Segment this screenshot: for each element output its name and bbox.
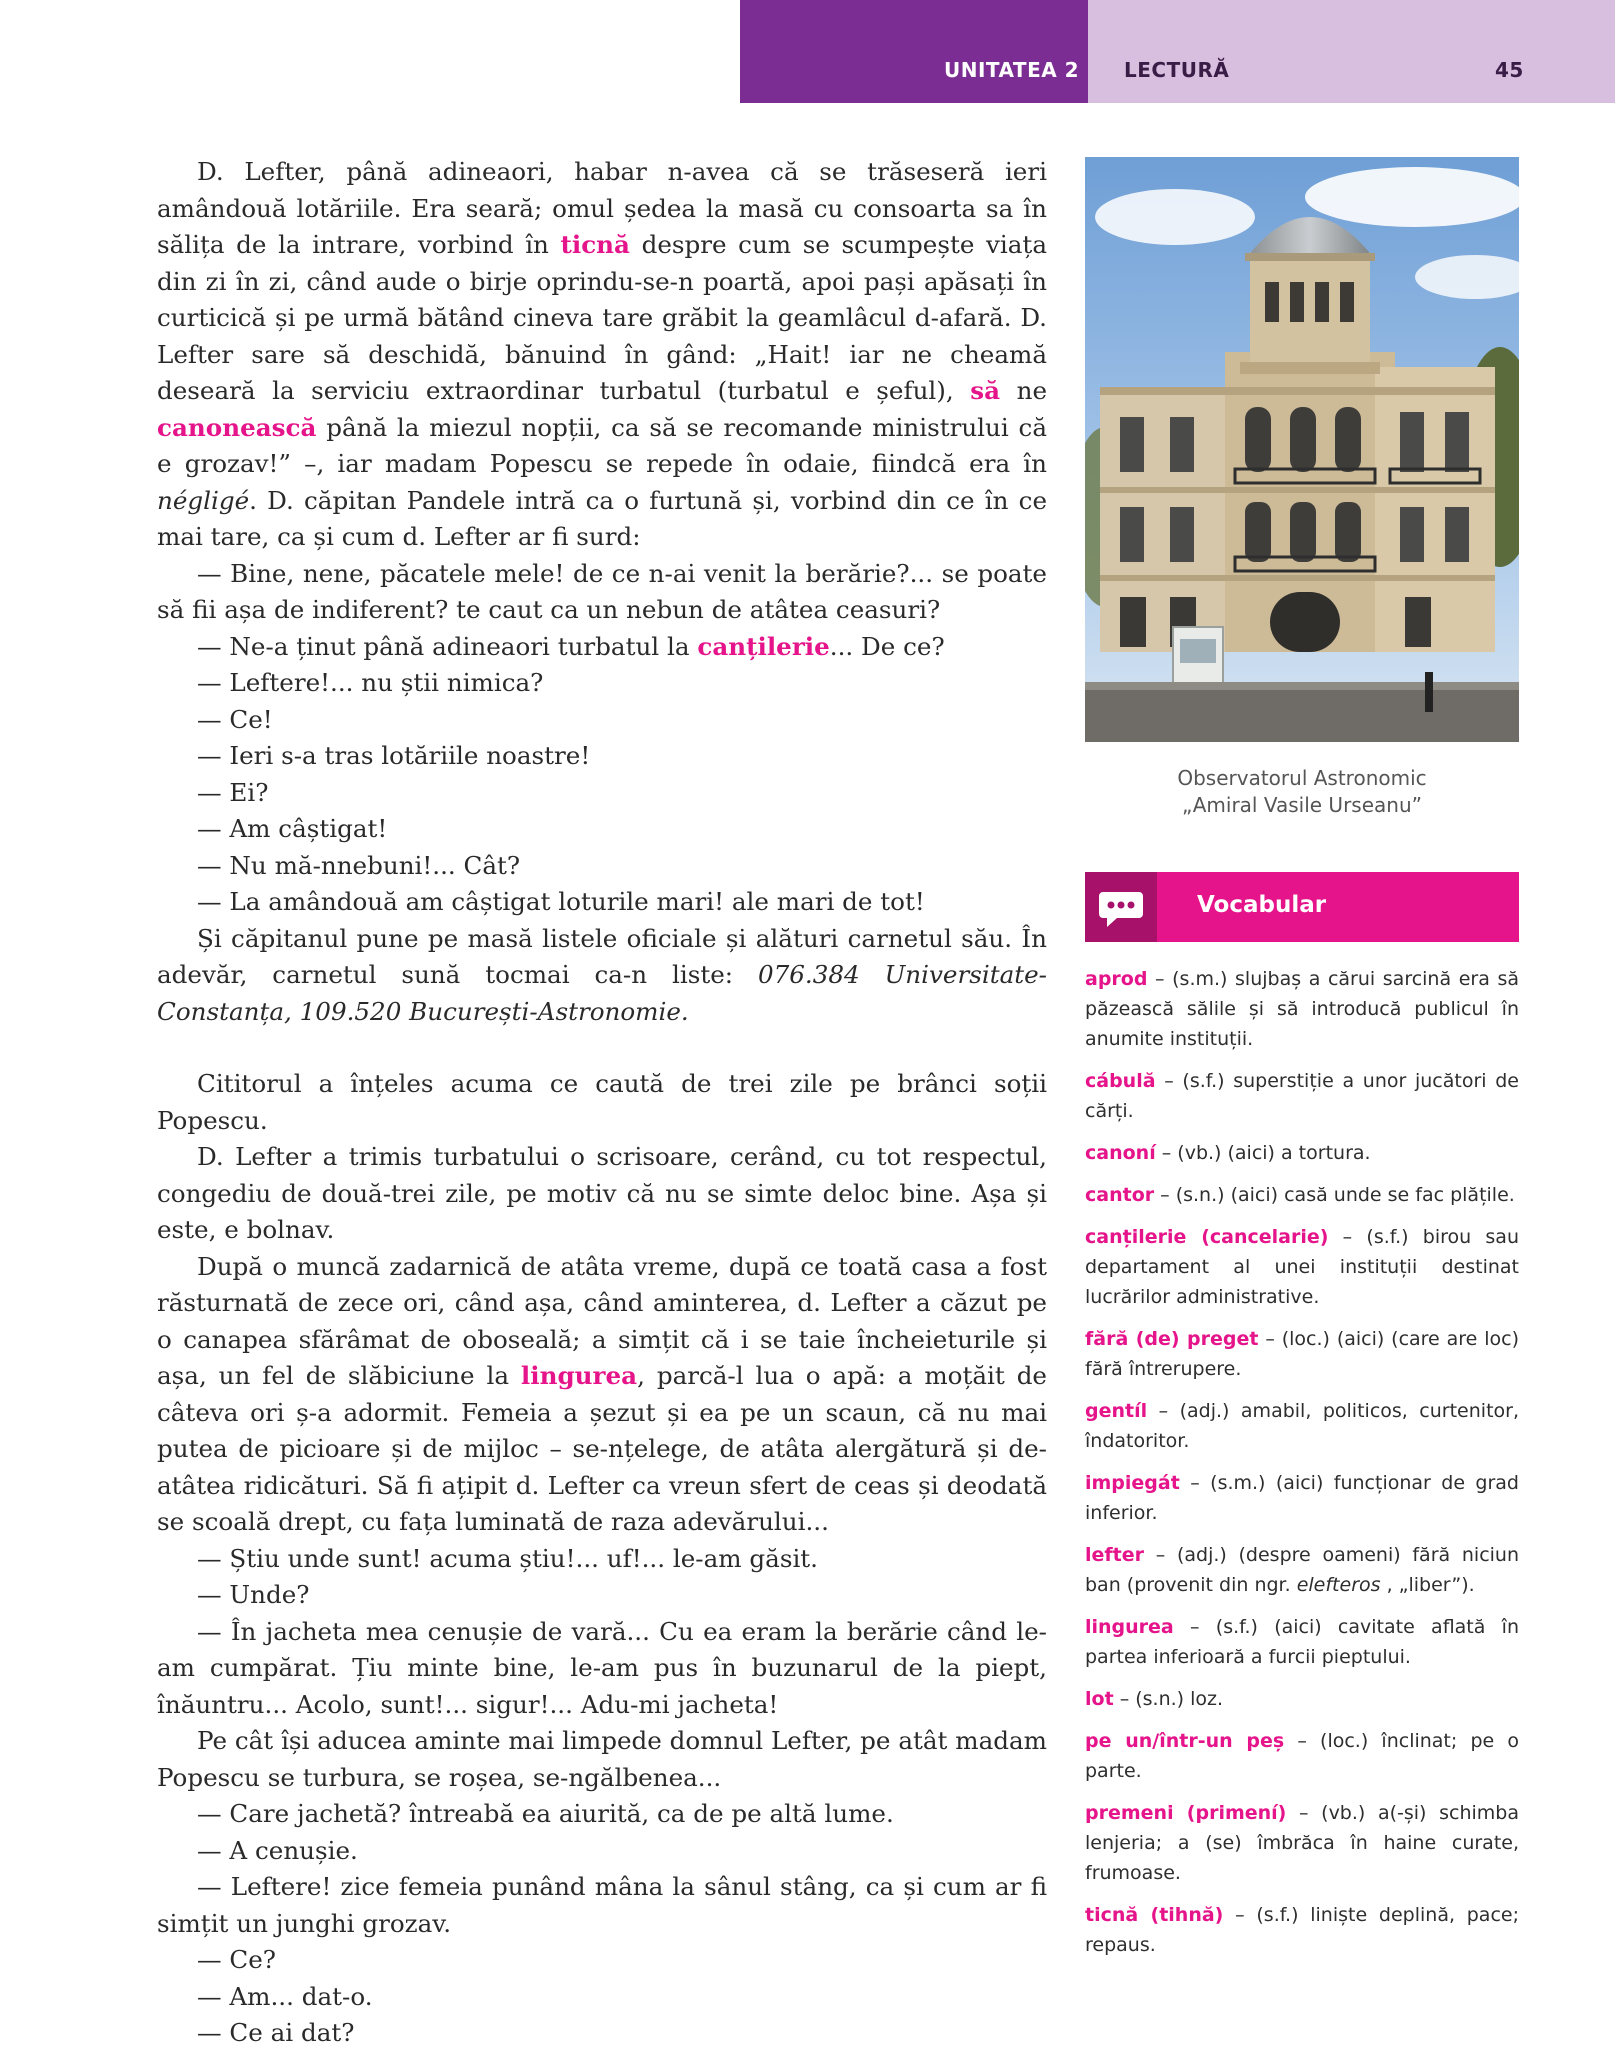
header-section-band: [1088, 0, 1615, 103]
vocab-highlight: să: [970, 376, 1001, 405]
dialogue-line: — Am... dat-o.: [197, 1981, 373, 2011]
page-number: 45: [1495, 58, 1524, 82]
vocabulary-title: Vocabular: [1197, 892, 1327, 918]
vocab-highlight: canțilerie: [697, 631, 830, 661]
vocab-highlight: lingurea: [520, 1361, 638, 1390]
paragraph: Cititorul a înțeles acuma ce caută de trei zile pe brânci soții Popescu.: [157, 1069, 1047, 1135]
vocab-entry: ticnă (tihnă) – (s.f.) liniște deplină, pace; repaus.: [1085, 1904, 1519, 1956]
photo-caption: Observatorul Astronomic „Amiral Vasile Urseanu”: [1177, 766, 1427, 817]
dialogue-line: — A cenușie.: [197, 1835, 358, 1865]
vocab-entry: lot – (s.n.) loz.: [1085, 1688, 1224, 1710]
vocab-entry: canoní – (vb.) (aici) a tortura.: [1085, 1142, 1371, 1164]
vocab-highlight: ticnă: [560, 230, 630, 259]
vocab-entry: lefter – (adj.) (despre oameni) fără niciun ban (provenit din ngr. elefteros , „liber”).: [1085, 1544, 1519, 1596]
vocab-entry: pe un/într-un peș – (loc.) înclinat; pe o parte.: [1085, 1730, 1519, 1782]
dialogue-line: — Ce ai dat?: [197, 2018, 355, 2047]
vocab-entry: lingurea – (s.f.) (aici) cavitate aflată în partea inferioară a furcii pieptului.: [1085, 1616, 1519, 1668]
vocab-entry: aprod – (s.m.) slujbaș a cărui sarcină era să păzească sălile și să introducă publicul în anumite instituții.: [1085, 968, 1519, 1050]
header-unit: UNITATEA 2: [944, 58, 1080, 82]
paragraph: D. Lefter a trimis turbatului o scrisoare, cerând, cu tot respectul, congediu de două-trei zile, pe motiv că nu se simte deloc bine. Așa și este, e bolnav.: [157, 1142, 1047, 1244]
vocab-entry: gentíl – (adj.) amabil, politicos, curtenitor, îndatoritor.: [1085, 1400, 1519, 1452]
paragraph: Și căpitanul pune pe masă listele oficiale și alături carnetul său. În adevăr, carnetul sună tocmai ca-n liste: 076.384 Universitate-Constanța, 109.520 București-Astronomie.: [157, 923, 1047, 1026]
dialogue-line: — Bine, nene, păcatele mele! de ce n-ai venit la berărie?... se poate să fii așa de indiferent? te caut ca un nebun de atâtea ceasuri?: [157, 558, 1047, 624]
dialogue-line: — Am câștigat!: [197, 814, 388, 843]
dialogue-line: — Știu unde sunt! acuma știu!... uf!... le-am găsit.: [197, 1543, 819, 1573]
dialogue-line: — Nu mă-nnebuni!... Cât?: [197, 850, 521, 880]
story-text: [157, 154, 1047, 2052]
paragraph: D. Lefter, până adineaori, habar n-avea că se trăseseră ieri amândouă lotăriile. Era seară; omul ședea la masă cu consoarta sa în sălița de la intrare, vorbind în ticnă despre cum se scumpește viața din zi în zi, când aude o birje oprindu-se-n poartă, apoi pași apăsați în curticică și pe urmă bătând cineva tare grăbit la geamlâcul d-afară. D. Lefter sare să deschidă, bănuind în gând: „Hait! iar ne cheamă deseară la serviciu extraordinar turbatul (turbatul e șeful), să ne canonească până la miezul nopții, ca să se recomande ministrului că e grozav!” –, iar madam Popescu se repede în odaie, fiindcă era în négligé. D. căpitan Pandele intră ca o furtună și, vorbind din ce în ce mai tare, ca și cum d. Lefter ar fi surd:: [157, 157, 1047, 551]
dialogue-line: — Ieri s-a tras lotăriile noastre!: [197, 741, 591, 770]
dialogue-line: — Ce?: [197, 1945, 276, 1974]
dialogue-line: — Care jachetă? întreabă ea aiurită, ca de pe altă lume.: [197, 1799, 894, 1828]
dialogue-line: — La amândouă am câștigat loturile mari! ale mari de tot!: [197, 887, 925, 916]
dialogue-line: — Ce!: [197, 704, 273, 734]
vocab-entry: cantor – (s.n.) (aici) casă unde se fac plățile.: [1085, 1184, 1515, 1206]
dialogue-line: — Ne-a ținut până adineaori turbatul la canțilerie... De ce?: [197, 631, 945, 661]
vocab-entry: impiegát – (s.m.) (aici) funcționar de grad inferior.: [1085, 1472, 1519, 1524]
vocab-highlight: canonească: [157, 412, 317, 442]
dialogue-line: — În jacheta mea cenușie de vară... Cu ea eram la berărie când le-am cumpărat. Țiu minte bine, le-am pus în buzunarul de la piept, înăuntru... Acolo, sunt!... sigur!... Adu-mi jacheta!: [157, 1616, 1047, 1719]
dialogue-line: — Leftere!... nu știi nimica?: [197, 668, 544, 697]
dialogue-line: — Ei?: [197, 777, 269, 807]
paragraph: După o muncă zadarnică de atâta vreme, după ce toată casa a fost răsturnată de zece ori, când așa, când aminterea, d. Lefter a căzut pe o canapea sfărâmat de oboseală; a simțit că i se taie încheieturile și așa, un fel de slăbiciune la lingurea, parcă-l lua o apă: a moțăit de câteva ori ș-a adormit. Femeia a șezut și ea pe un scaun, că nu mai putea de picioare și de mijloc – se-nțelege, de atâta alergătură și de-atâtea ridicături. Să fi ațipit d. Lefter ca vreun sfert de ceas și deodată se scoală drept, cu fața luminată de raza adevărului...: [157, 1251, 1047, 1536]
speech-bubble-icon: [1085, 872, 1157, 942]
dialogue-line: — Leftere! zice femeia punând mâna la sânul stâng, ca și cum ar fi simțit un junghi grozav.: [157, 1872, 1047, 1938]
dialogue-line: — Unde?: [197, 1580, 310, 1609]
header-unit-band: [740, 0, 1088, 103]
vocab-entry: fără (de) preget – (loc.) (aici) (care are loc) fără întrerupere.: [1085, 1328, 1519, 1380]
header-section: LECTURĂ: [1124, 58, 1230, 82]
observatory-photo: [1085, 157, 1519, 742]
vocabulary-header: [1085, 872, 1519, 942]
vocab-entry: premeni (primení) – (vb.) a(-și) schimba lenjeria; a (se) îmbrăca în haine curate, frumoase.: [1085, 1802, 1519, 1884]
vocabulary-list: [1085, 964, 1519, 1972]
vocab-entry: canțilerie (cancelarie) – (s.f.) birou sau departament al unei instituții destinat lucrărilor administrative.: [1085, 1226, 1519, 1308]
observatory-illustration: [1085, 157, 1519, 742]
vocab-entry: cábulă – (s.f.) superstiție a unor jucători de cărți.: [1085, 1070, 1519, 1122]
paragraph: Pe cât își aducea aminte mai limpede domnul Lefter, pe atât madam Popescu se turbura, se roșea, se-ngălbenea...: [157, 1726, 1047, 1792]
